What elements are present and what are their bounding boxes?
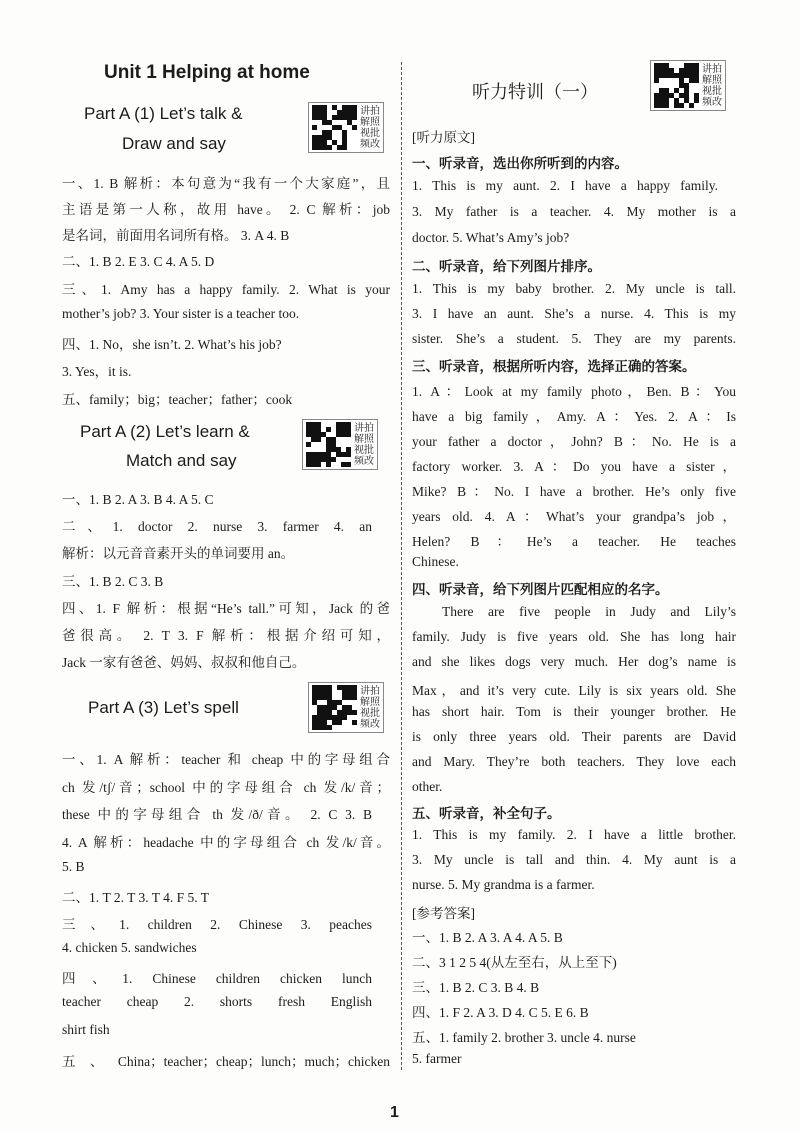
- answer-line: 二、3 1 2 5 4(从左至右，从上至下): [412, 955, 617, 970]
- qr-code-part1[interactable]: [308, 102, 384, 153]
- script-line: 1. A：Look at my family photo，Ben. B：You: [412, 384, 736, 399]
- script-line: family. Judy is five years old. She has long hair: [412, 629, 736, 644]
- answer-line: 一、1. A 解析：teacher 和 cheap 中的字母组合: [62, 752, 390, 767]
- script-line: has short hair. Tom is their younger brother. He: [412, 704, 736, 719]
- script-line: Mike? B：No. I have a brother. He’s only five: [412, 484, 736, 499]
- section-heading: 四、听录音，给下列图片匹配相应的名字。: [412, 582, 669, 598]
- qr-code-icon: [306, 422, 351, 467]
- answer-line: 三、1. children 2. Chinese 3. peaches: [62, 917, 372, 932]
- script-line: Helen? B：He’s a teacher. He teaches: [412, 534, 736, 549]
- answer-line: 三、1. B 2. C 3. B: [62, 574, 164, 589]
- answer-line: 五、1. family 2. brother 3. uncle 4. nurse: [412, 1030, 636, 1045]
- section-heading: 五、听录音，补全句子。: [412, 806, 561, 822]
- qr-label: 讲 拍 解 照 视 批 频 改: [702, 63, 722, 108]
- script-line: 1. This is my family. 2. I have a little brother.: [412, 827, 736, 842]
- script-line: 1. This is my aunt. 2. I have a happy family.: [412, 178, 718, 193]
- answer-line: 四、1. No，she isn’t. 2. What’s his job?: [62, 337, 282, 352]
- answer-line: ch 发/tʃ/音；school 中的字母组合 ch 发/k/音；: [62, 780, 390, 795]
- script-line: sister. She’s a student. 5. They are my parents.: [412, 331, 736, 346]
- script-line: Chinese.: [412, 554, 459, 569]
- answer-line: 爸很高。 2. T 3. F 解析：根据介绍可知，: [62, 628, 390, 643]
- section-heading: 三、听录音，根据所听内容，选择正确的答案。: [412, 359, 696, 375]
- part3-title: Part A (3) Let’s spell: [88, 698, 239, 717]
- answer-line: 三、1. Amy has a happy family. 2. What is your: [62, 282, 390, 297]
- answer-line: 三、1. B 2. C 3. B 4. B: [412, 980, 540, 995]
- script-line: Max，and it’s very cute. Lily is six years old. She: [412, 683, 736, 698]
- answer-line: 一、1. B 2. A 3. A 4. A 5. B: [412, 930, 563, 945]
- answer-line: 是名词，前面用名词所有格。 3. A 4. B: [62, 228, 290, 243]
- qr-code-icon: [654, 63, 699, 108]
- answer-line: 4. chicken 5. sandwiches: [62, 940, 197, 955]
- qr-code-icon: [312, 685, 357, 730]
- part2-title-line1: Part A (2) Let’s learn &: [80, 422, 250, 441]
- answer-line: 五、China；teacher；cheap；lunch；much；chicken: [62, 1054, 390, 1069]
- answer-line: shirt fish: [62, 1022, 110, 1037]
- listening-title: 听力特训（一）: [472, 82, 598, 103]
- answer-line: 一、1. B 2. A 3. B 4. A 5. C: [62, 492, 214, 507]
- qr-code-part2[interactable]: [302, 419, 378, 470]
- answer-line: 3. Yes，it is.: [62, 364, 132, 379]
- answer-label: [参考答案]: [412, 906, 475, 921]
- script-line: 3. I have an aunt. She’s a nurse. 4. This is my: [412, 306, 736, 321]
- answer-line: 二、1. B 2. E 3. C 4. A 5. D: [62, 254, 215, 269]
- script-line: your father a doctor，John? B：No. He is a: [412, 434, 736, 449]
- answer-line: mother’s job? 3. Your sister is a teacher too.: [62, 306, 300, 321]
- qr-label: 讲 拍 解 照 视 批 频 改: [360, 685, 380, 730]
- answer-line: 5. B: [62, 859, 85, 874]
- part1-title-line2: Draw and say: [122, 134, 226, 153]
- unit-title: Unit 1 Helping at home: [104, 62, 310, 83]
- answer-line: 5. farmer: [412, 1051, 462, 1066]
- qr-code-icon: [312, 105, 357, 150]
- answer-line: Jack 一家有爸爸、妈妈、叔叔和他自己。: [62, 655, 306, 670]
- answer-line: 五、family；big；teacher；father；cook: [62, 392, 293, 407]
- script-line: other.: [412, 779, 443, 794]
- script-line: and she likes dogs very much. Her dog’s name is: [412, 654, 736, 669]
- answer-line: teacher cheap 2. shorts fresh English: [62, 994, 372, 1009]
- script-line: and Mary. They’re both teachers. They love each: [412, 754, 736, 769]
- section-heading: 二、听录音，给下列图片排序。: [412, 259, 601, 275]
- answer-line: 二、1. doctor 2. nurse 3. farmer 4. an: [62, 519, 372, 534]
- qr-code-listening[interactable]: [650, 60, 726, 111]
- script-line: is only three years old. Their parents are David: [412, 729, 736, 744]
- answer-line: 四、1. Chinese children chicken lunch: [62, 971, 372, 986]
- qr-label: 讲 拍 解 照 视 批 频 改: [354, 422, 374, 467]
- script-line: 3. My uncle is tall and thin. 4. My aunt is a: [412, 852, 736, 867]
- script-line: 3. My father is a teacher. 4. My mother is a: [412, 204, 736, 219]
- answer-line: 四、1. F 解析：根据“He’s tall.”可知，Jack 的爸: [62, 601, 390, 616]
- page-number: 1: [390, 1104, 399, 1121]
- column-divider: [401, 62, 402, 1070]
- script-line: There are five people in Judy and Lily’s: [442, 604, 736, 619]
- answer-line: 二、1. T 2. T 3. T 4. F 5. T: [62, 890, 210, 905]
- qr-code-part3[interactable]: [308, 682, 384, 733]
- script-line: have a big family，Amy. A：Yes. 2. A：Is: [412, 409, 736, 424]
- script-line: years old. 4. A：What’s your grandpa’s job，: [412, 509, 736, 524]
- answer-line: 解析：以元音音素开头的单词要用 an。: [62, 546, 295, 561]
- answer-line: 一、1. B 解析：本句意为“我有一个大家庭”，且: [62, 176, 390, 191]
- answer-line: these 中的字母组合 th 发/ð/音。 2. C 3. B: [62, 807, 372, 822]
- answer-line: 主语是第一人称，故用 have。 2. C 解析：job: [62, 202, 390, 217]
- qr-label: 讲 拍 解 照 视 批 频 改: [360, 105, 380, 150]
- part1-title-line1: Part A (1) Let’s talk &: [84, 104, 243, 123]
- script-line: nurse. 5. My grandma is a farmer.: [412, 877, 595, 892]
- script-line: doctor. 5. What’s Amy’s job?: [412, 230, 570, 245]
- script-line: factory worker. 3. A：Do you have a sister，: [412, 459, 736, 474]
- script-line: 1. This is my baby brother. 2. My uncle is tall.: [412, 281, 736, 296]
- section-heading: 一、听录音，选出你所听到的内容。: [412, 156, 628, 172]
- part2-title-line2: Match and say: [126, 451, 237, 470]
- answer-line: 4. A 解析：headache 中的字母组合 ch 发/k/音。: [62, 835, 390, 850]
- answer-line: 四、1. F 2. A 3. D 4. C 5. E 6. B: [412, 1005, 589, 1020]
- script-label: [听力原文]: [412, 130, 475, 145]
